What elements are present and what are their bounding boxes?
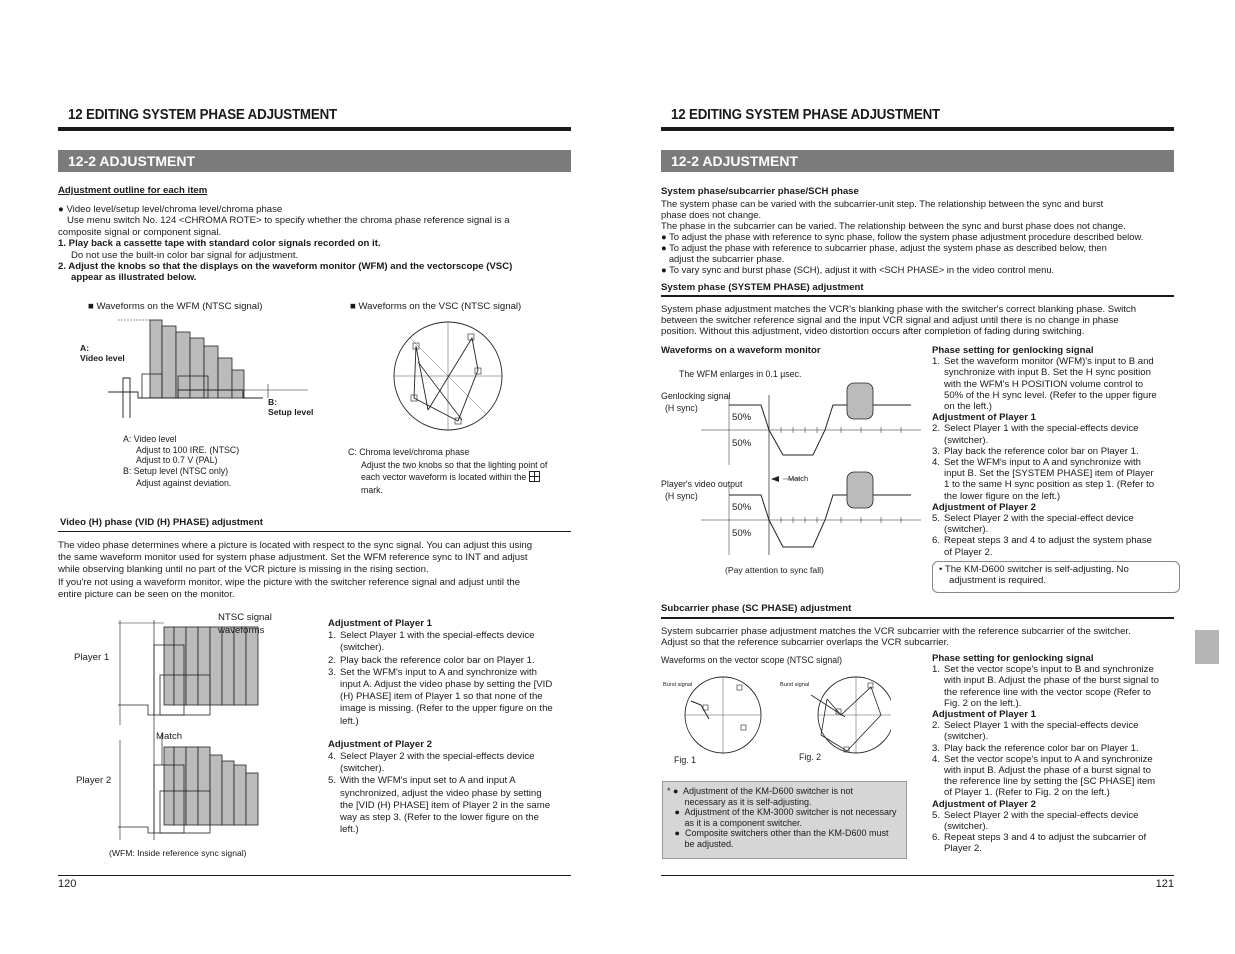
footer-rule bbox=[661, 875, 1174, 876]
target-mark-icon bbox=[529, 471, 540, 482]
p1-heading: Adjustment of Player 1 bbox=[932, 412, 1036, 424]
page-number: 121 bbox=[1155, 878, 1174, 890]
sys-heading: System phase (SYSTEM PHASE) adjustment bbox=[661, 282, 864, 293]
player-video-label-2: (H sync) bbox=[665, 491, 698, 501]
wfm-heading: Waveforms on a waveform monitor bbox=[661, 345, 821, 356]
page-number: 120 bbox=[58, 878, 77, 890]
outline-step2-line1: 2. Adjust the knobs so that the displays on the waveform monitor (WFM) and the vectorscope (VSC) bbox=[58, 261, 513, 273]
outline-detail-2: composite signal or component signal. bbox=[58, 226, 222, 238]
divider bbox=[58, 531, 571, 532]
chapter-title: 12 EDITING SYSTEM PHASE ADJUSTMENT bbox=[661, 105, 1174, 131]
step-3: 3. Set the WFM's input to A and synchronize with input A. Adjust the video phase by setting the [VID (H) PHASE] item of Player 1 so that none of the image is missing. (Refer to the upper figure on the left.) bbox=[328, 666, 553, 727]
divider bbox=[661, 617, 1174, 619]
divider bbox=[661, 295, 1174, 297]
player-adjust-steps bbox=[328, 618, 571, 836]
system-phase-steps: Phase setting for genlocking signal 1. Set the waveform monitor (WFM)'s input to B and synchronize with input B. Set the H sync position with the WFM's H POSITION volume control to 50% of the H sync level. (Refer to the upper figure on the left.) Adjustment of Player 1 2. Select Player 1 with the special-effects device (switcher). 3. Play back the reference color bar on Player 1. 4. Set the WFM's input to A and synchronize with input B. Set the [SYSTEM PHASE] item of Player 1 to the same H sync position as step 1. (Refer to the lower figure on the left.) Adjustment of Player 2 5. Select Player 2 with the special-effect device (switcher). 6. Repeat steps 3 and 4 to adjust the system phase of Player 2. bbox=[932, 345, 1177, 558]
genlock-label-1: Genlocking signal bbox=[661, 391, 731, 401]
adj-p1-heading: Adjustment of Player 1 bbox=[328, 618, 432, 629]
wfm-note: The WFM enlarges in 0.1 µsec. bbox=[679, 369, 802, 379]
sc-phase-heading: Phase setting for genlocking signal bbox=[932, 653, 1094, 664]
step-4: 4. Select Player 2 with the special-effects device (switcher). bbox=[328, 751, 535, 775]
section-title: 12-2 ADJUSTMENT bbox=[661, 150, 1174, 172]
right-page bbox=[661, 0, 1174, 954]
adj-p2-heading: Adjustment of Player 2 bbox=[328, 738, 432, 750]
player-video-label-1: Player's video output bbox=[661, 479, 743, 489]
sys-paragraph: System phase adjustment matches the VCR's blanking phase with the switcher's correct blanking phase. Switch between the switcher reference signal and the input VCR signal and adjust until there is no change in phase position. Without this adjustment, video distortion occurs after completion of fading during switching. bbox=[661, 304, 1137, 338]
km-note: • The KM-D600 switcher is self-adjusting. No adjustment is required. bbox=[932, 561, 1180, 593]
vector-scope-figures bbox=[661, 665, 891, 765]
subcarrier-phase-steps: Phase setting for genlocking signal 1. Set the vector scope's input to B and synchronize with input B. Adjust the phase of the burst signal to the reference line with the vector scope (Refer to Fig. 2 on the left.). Adjustment of Player 1 2. Select Player 1 with the special-effects device (switcher). 3. Play back the reference color bar on Player 1. 4. Set the vector scope's input to A and synchronize with input B. Adjust the phase of a burst signal to the reference line by setting the [SC PHASE] item of Player 1. (Refer to Fig. 2 on the left.) Adjustment of Player 2 5. Select Player 2 with the special-effects device (switcher). 6. Repeat steps 3 and 4 to adjust the subcarrier of Player 2. bbox=[932, 653, 1177, 855]
vid-paragraph: The video phase determines where a picture is located with respect to the sync signal. You can adjust this using the same waveform monitor used for system phase adjustment. Set the WFM reference sync to INT and adjust while observing blanking until no part of the VCR picture is missing in the rising section. If you're not using a waveform monitor, wipe the picture with the switcher reference signal and adjust until the entire picture can be seen on the monitor. bbox=[58, 540, 533, 600]
footer-rule bbox=[58, 875, 571, 876]
outline-step1: 1. Play back a cassette tape with standard color signals recorded on it. bbox=[58, 238, 381, 250]
step-1: 1. Select Player 1 with the special-effects device (switcher). bbox=[328, 630, 535, 654]
label-a-1: A: bbox=[80, 343, 90, 353]
burst-signal-label-2: Burst signal bbox=[780, 682, 810, 688]
left-page bbox=[58, 0, 571, 954]
label-b-1: B: bbox=[268, 397, 278, 407]
chapter-title: 12 EDITING SYSTEM PHASE ADJUSTMENT bbox=[58, 105, 571, 131]
p2-heading: Adjustment of Player 2 bbox=[932, 501, 1036, 513]
vsc-caption: Waveforms on the vector scope (NTSC signal) bbox=[661, 655, 843, 665]
label-b-2: Setup level bbox=[268, 407, 314, 417]
pct50-2: 50% bbox=[732, 438, 752, 449]
vid-heading: Video (H) phase (VID (H) PHASE) adjustment bbox=[60, 517, 263, 528]
player2-label: Player 2 bbox=[76, 775, 112, 786]
chapter-tab bbox=[1195, 630, 1219, 664]
outline-block bbox=[58, 204, 571, 284]
sc-p1-heading: Adjustment of Player 1 bbox=[932, 709, 1036, 721]
match-label: Match bbox=[156, 731, 183, 742]
burst-signal-label-1: Burst signal bbox=[663, 682, 693, 688]
outline-step1-note: Do not use the built-in color bar signal for adjustment. bbox=[71, 249, 299, 261]
player1-label: Player 1 bbox=[74, 652, 110, 663]
sc-paragraph: System subcarrier phase adjustment matches the VCR subcarrier with the reference subcarrier of the switcher. Adjust so that the reference subcarrier overlaps the VCR subcarrier. bbox=[661, 626, 1131, 649]
outline-bullet: ● Video level/setup level/chroma level/chroma phase bbox=[58, 204, 283, 215]
section-title: 12-2 ADJUSTMENT bbox=[58, 150, 571, 172]
label-a-2: Video level bbox=[80, 353, 125, 363]
phase-heading: Phase setting for genlocking signal bbox=[932, 345, 1094, 356]
legend-ab: A: Video level Adjust to 100 IRE. (NTSC) Adjust to 0.7 V (PAL) B: Setup level (NTSC only) Adjust against deviation. bbox=[123, 434, 240, 489]
vsc-vector-diagram bbox=[388, 318, 508, 436]
step-5: 5. With the WFM's input set to A and input A synchronized, adjust the video phase by setting the [VID (H) PHASE] item of Player 2 in the same way as step 3. (Refer to the lower figure on the left.) bbox=[328, 775, 551, 836]
outline-heading: Adjustment outline for each item bbox=[58, 185, 208, 196]
sch-heading: System phase/subcarrier phase/SCH phase bbox=[661, 186, 859, 197]
pct50-4: 50% bbox=[732, 528, 752, 539]
pct50-3: 50% bbox=[732, 502, 752, 513]
outline-detail-1: Use menu switch No. 124 <CHROMA ROTE> to specify whether the chroma phase reference signal is a bbox=[67, 215, 510, 227]
vsc-caption: ■ Waveforms on the VSC (NTSC signal) bbox=[350, 301, 522, 312]
fig1-label: Fig. 1 bbox=[674, 755, 697, 765]
switcher-note: * ● Adjustment of the KM-D600 switcher is not necessary as it is self-adjusting. ● Adjustment of the KM-3000 switcher is not necessary as it is a component switcher. ● Composite switchers other than the KM-D600 must be adjusted. bbox=[662, 781, 907, 859]
wfm-caption: ■ Waveforms on the WFM (NTSC signal) bbox=[88, 301, 263, 312]
ntsc-label-2: waveforms bbox=[218, 625, 265, 636]
ntsc-label-1: NTSC signal bbox=[218, 612, 272, 623]
pct50-1: 50% bbox=[732, 412, 752, 423]
player-waveforms-diagram bbox=[118, 615, 278, 850]
genlock-label-2: (H sync) bbox=[665, 403, 698, 413]
sync-fall-note: (Pay attention to sync fall) bbox=[725, 565, 824, 575]
sc-p2-heading: Adjustment of Player 2 bbox=[932, 798, 1036, 810]
wfm-footer: (WFM: Inside reference sync signal) bbox=[109, 848, 247, 858]
sc-heading: Subcarrier phase (SC PHASE) adjustment bbox=[661, 603, 852, 614]
legend-c: C: Chroma level/chroma phase Adjust the two knobs so that the lighting point of each vector waveform is located within the mark. bbox=[348, 447, 548, 495]
outline-step2-line2: appear as illustrated below. bbox=[71, 272, 197, 284]
step-2: 2. Play back the reference color bar on Player 1. bbox=[328, 654, 535, 666]
match-label: Match bbox=[788, 474, 809, 483]
fig2-label: Fig. 2 bbox=[799, 752, 822, 762]
sch-block: The system phase can be varied with the subcarrier-unit step. The relationship between the sync and burst phase does not change. The phase in the subcarrier can be varied. The relationship between the sync and burst phase does not change. ● To adjust the phase with reference to sync phase, follow the system phase adjustment procedure described below. ● To adjust the phase with reference to subcarrier phase, adjust the system phase as described below, then adjust the subcarrier phase. ● To vary sync and burst phase (SCH), adjust it with <SCH PHASE> in the video control menu. bbox=[661, 198, 1144, 275]
